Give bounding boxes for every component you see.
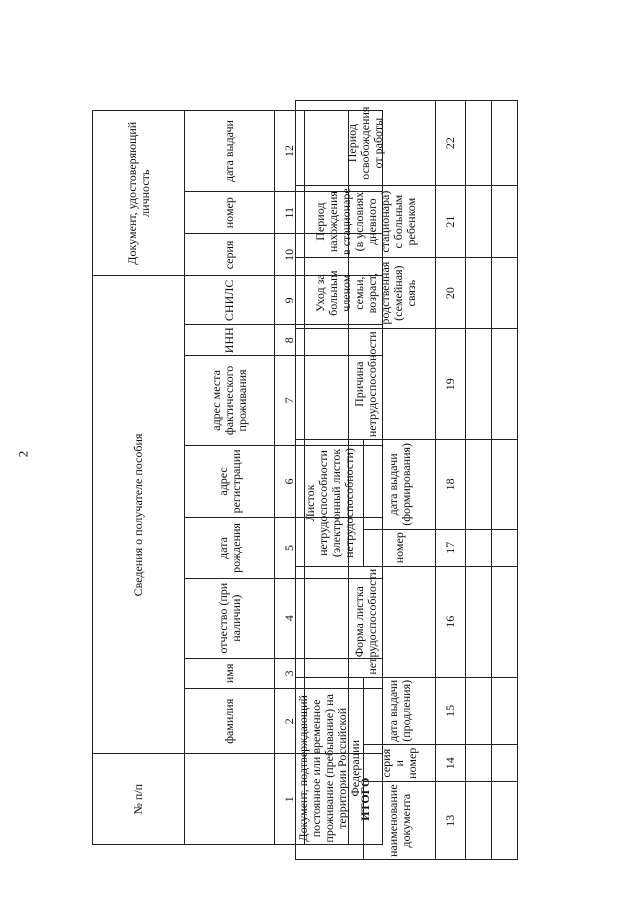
col-doc-name: наименование документа [364, 782, 436, 860]
number-cell: 9 [275, 276, 305, 325]
number-cell: 14 [436, 745, 466, 782]
number-cell: 15 [436, 677, 466, 744]
col-num-spacer [185, 754, 275, 845]
number-cell: 13 [436, 782, 466, 860]
number-cell: 8 [275, 325, 305, 356]
sick-leave-table-wrapper [295, 100, 518, 860]
col-sick-date: дата выдачи (формирования) [364, 440, 436, 529]
header-care: Уход за больным членом семьи, возраст, родственная (семейная) связь [296, 257, 436, 328]
col-issue-date: дата выдачи [185, 111, 275, 192]
col-number: номер [185, 192, 275, 234]
col-actual-address: адрес места фактического проживания [185, 356, 275, 445]
header-form: Форма листка нетрудоспособности [296, 566, 436, 677]
number-cell: 20 [436, 257, 466, 328]
number-cell: 10 [275, 234, 305, 276]
table-row [466, 101, 492, 860]
header-release: Период освобождения от работы [296, 101, 436, 186]
number-cell: 7 [275, 356, 305, 445]
header-num: № п/п [93, 754, 185, 845]
header-id-document: Документ, удостоверяющий личность [93, 111, 185, 276]
header-hospital: Период нахождения в стационаре (в условиях дневного стационара) с больным ребенком [296, 186, 436, 258]
col-inn: ИНН [185, 325, 275, 356]
number-cell: 17 [436, 529, 466, 566]
number-cell: 21 [436, 186, 466, 258]
col-series-number: серия и номер [364, 745, 436, 782]
number-cell: 4 [275, 578, 305, 658]
col-series: серия [185, 234, 275, 276]
col-snils: СНИЛС [185, 276, 275, 325]
number-cell: 3 [275, 658, 305, 688]
number-cell: 22 [436, 101, 466, 186]
col-birth-date: дата рождения [185, 518, 275, 578]
col-surname: фамилия [185, 689, 275, 754]
number-cell: 11 [275, 192, 305, 234]
col-sick-number: номер [364, 529, 436, 566]
number-cell: 19 [436, 329, 466, 440]
number-cell: 6 [275, 445, 305, 518]
table-row [436, 101, 466, 860]
total-label: ИТОГО [349, 754, 383, 845]
col-issue-extend: дата выдачи (продления) [364, 677, 436, 744]
col-patronymic: отчество (при наличии) [185, 578, 275, 658]
header-recipient: Сведения о получателе пособия [93, 276, 185, 754]
sick-leave-table [295, 100, 518, 860]
col-reg-address: адрес регистрации [185, 445, 275, 518]
number-cell: 18 [436, 440, 466, 529]
header-residence-doc: Документ, подтверждающий постоянное или временное проживание (пребывание) на территории Российской Федерации [296, 677, 364, 859]
header-cause: Причина нетрудоспособности [296, 329, 436, 440]
number-cell: 16 [436, 566, 466, 677]
table-row [492, 101, 518, 860]
col-name: имя [185, 658, 275, 688]
header-sick-leave: Листок нетрудоспособности (электронный листок нетрудоспособности) [296, 440, 364, 567]
number-cell: 5 [275, 518, 305, 578]
page-number: 2 [15, 450, 31, 458]
number-cell: 2 [275, 689, 305, 754]
number-cell: 1 [275, 754, 305, 845]
number-cell: 12 [275, 111, 305, 192]
